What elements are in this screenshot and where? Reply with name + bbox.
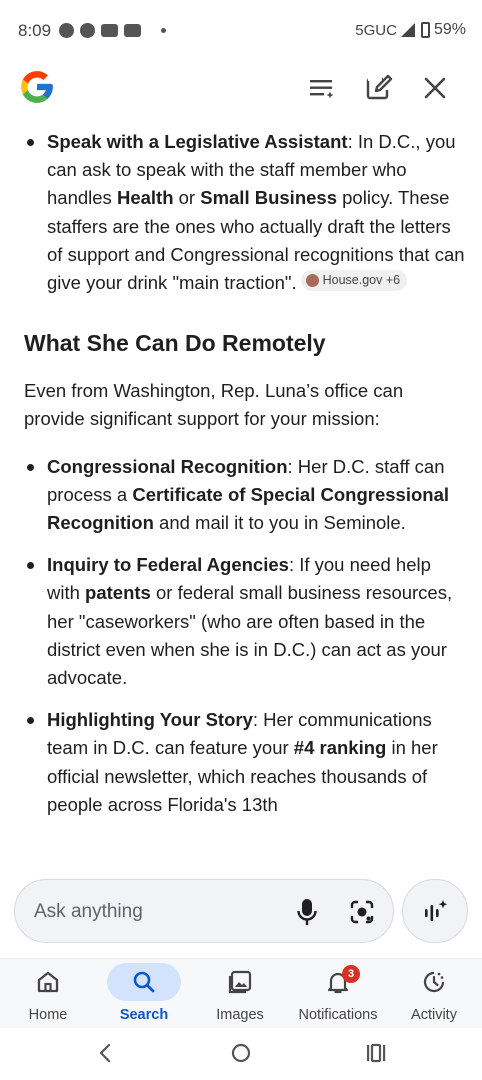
messenger-icon bbox=[59, 23, 74, 38]
youtube-icon bbox=[124, 24, 141, 37]
status-right bbox=[355, 21, 466, 39]
list-item: Highlighting Your Story: Her communications team in D.C. can feature your #4 ranking in her official newsletter, which reaches thousands of people across Florida's 13th bbox=[0, 706, 482, 819]
nav-label-home: Home bbox=[28, 1007, 68, 1023]
nav-label-search: Search bbox=[119, 1007, 169, 1023]
bottom-nav bbox=[0, 958, 482, 1028]
battery-icon bbox=[421, 22, 430, 38]
more-notifications-icon bbox=[161, 28, 166, 33]
activity-icon bbox=[421, 969, 447, 995]
back-icon[interactable] bbox=[92, 1040, 120, 1066]
ai-mode-button[interactable] bbox=[402, 879, 468, 943]
filter-icon bbox=[308, 74, 336, 102]
battery-percent: 59% bbox=[433, 21, 466, 38]
status-time: 8:09 bbox=[18, 21, 52, 40]
google-g-icon bbox=[18, 68, 56, 106]
nav-item-activity[interactable] bbox=[386, 959, 482, 1029]
notification-badge: 3 bbox=[342, 965, 360, 983]
ask-input[interactable] bbox=[14, 879, 394, 943]
youtube-icon bbox=[101, 24, 118, 37]
home-circle-icon[interactable] bbox=[227, 1040, 255, 1066]
status-bar bbox=[0, 0, 482, 60]
nav-label-notifications: Notifications bbox=[298, 1007, 378, 1023]
edit-button[interactable] bbox=[363, 72, 395, 104]
nav-item-images[interactable] bbox=[192, 959, 288, 1029]
section-heading: What She Can Do Remotely bbox=[24, 330, 326, 357]
list-item: Inquiry to Federal Agencies: If you need help with patents or federal small business resources, her "caseworkers" (who are often based in the district even when she is in D.C.) can act as your advocate. bbox=[0, 551, 482, 692]
lens-camera-icon[interactable] bbox=[348, 898, 376, 926]
intro-paragraph: Even from Washington, Rep. Luna’s office can provide significant support for your mission: bbox=[24, 380, 404, 430]
bullet-list-top bbox=[0, 128, 482, 297]
nav-item-home[interactable] bbox=[0, 959, 96, 1029]
bullet-list-remote bbox=[0, 453, 482, 819]
citation-label: House.gov +6 bbox=[322, 273, 401, 288]
network-label: 5GUC bbox=[355, 21, 397, 39]
microphone-icon[interactable] bbox=[295, 896, 319, 928]
source-citation-chip[interactable] bbox=[301, 270, 407, 291]
search-icon bbox=[131, 969, 157, 995]
recent-apps-icon[interactable] bbox=[362, 1040, 390, 1066]
nav-label-images: Images bbox=[216, 1007, 264, 1023]
sparkle-audio-icon bbox=[421, 897, 449, 925]
app-header bbox=[0, 60, 482, 120]
filter-button[interactable] bbox=[306, 72, 338, 104]
list-item: Speak with a Legislative Assistant: In D.C., you can ask to speak with the staff member who handles Health or Small Business policy. These staffers are the ones who actually draft the letters of support and Congressional recognitions that can give your drink "main traction". House.gov +6 bbox=[0, 128, 482, 297]
ask-placeholder: Ask anything bbox=[34, 901, 143, 922]
house-seal-icon bbox=[306, 274, 319, 287]
home-icon bbox=[35, 969, 61, 995]
images-icon bbox=[227, 969, 253, 995]
edit-icon bbox=[365, 74, 393, 102]
ai-response[interactable] bbox=[0, 120, 482, 880]
signal-icon bbox=[401, 23, 415, 37]
close-button[interactable] bbox=[419, 72, 451, 104]
notification-icons bbox=[59, 23, 166, 38]
nav-item-search[interactable] bbox=[96, 959, 192, 1029]
list-item: Congressional Recognition: Her D.C. staff can process a Certificate of Special Congressional Recognition and mail it to you in Seminole. bbox=[0, 453, 482, 538]
nav-item-notifications[interactable] bbox=[290, 959, 386, 1029]
system-nav-bar bbox=[0, 1028, 482, 1080]
close-icon bbox=[421, 74, 449, 102]
nav-label-activity: Activity bbox=[411, 1007, 457, 1023]
messenger-icon bbox=[80, 23, 95, 38]
